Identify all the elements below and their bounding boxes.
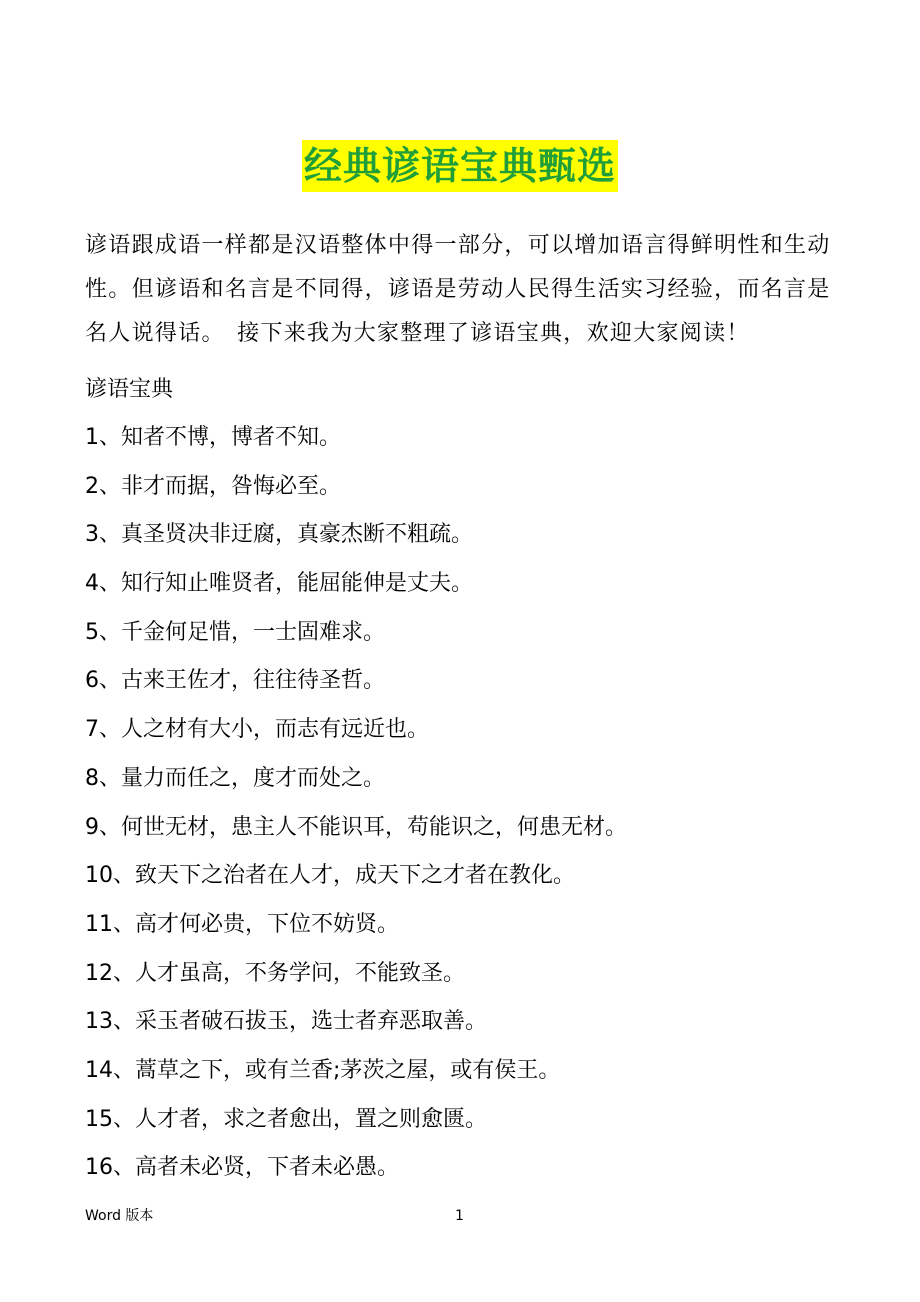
- section-heading: 谚语宝典: [85, 377, 174, 402]
- page-number: 1: [455, 1208, 464, 1224]
- proverb-item: 12、人才虽高，不务学问，不能致圣。: [85, 960, 465, 986]
- proverb-item: 5、千金何足惜，一士固难求。: [85, 619, 385, 645]
- proverb-item: 3、真圣贤决非迂腐，真豪杰断不粗疏。: [85, 522, 473, 548]
- proverb-item: 8、量力而任之，度才而处之。: [85, 765, 385, 791]
- proverb-item: 16、高者未必贤，下者未必愚。: [85, 1155, 399, 1181]
- document-title: 经典谚语宝典甄选: [302, 140, 618, 192]
- footer-label: Word 版本: [85, 1208, 154, 1224]
- title-container: [0, 140, 920, 192]
- proverb-item: 6、古来王佐才，往往待圣哲。: [85, 668, 385, 694]
- proverb-item: 10、致天下之治者在人才，成天下之才者在教化。: [85, 863, 575, 889]
- proverb-item: 15、人才者，求之者愈出，置之则愈匮。: [85, 1106, 487, 1132]
- proverb-item: 11、高才何必贵，下位不妨贤。: [85, 911, 399, 937]
- proverb-item: 13、采玉者破石拔玉，选士者弃恶取善。: [85, 1009, 487, 1035]
- proverb-item: 14、蒿草之下，或有兰香;茅茨之屋，或有侯王。: [85, 1057, 561, 1083]
- proverb-item: 2、非才而据，咎悔必至。: [85, 473, 341, 499]
- intro-paragraph: 谚语跟成语一样都是汉语整体中得一部分，可以增加语言得鲜明性和生动性。但谚语和名言是不同得，谚语是劳动人民得生活实习经验，而名言是名人说得话。 接下来我为大家整理了谚语宝典，欢迎大家阅读！: [85, 233, 831, 346]
- proverb-item: 7、人之材有大小，而志有远近也。: [85, 717, 429, 743]
- proverb-list: [85, 418, 845, 1197]
- proverb-item: 4、知行知止唯贤者，能屈能伸是丈夫。: [85, 571, 473, 597]
- proverb-item: 9、何世无材，患主人不能识耳，苟能识之，何患无材。: [85, 814, 627, 840]
- proverb-item: 1、知者不博，博者不知。: [85, 425, 341, 450]
